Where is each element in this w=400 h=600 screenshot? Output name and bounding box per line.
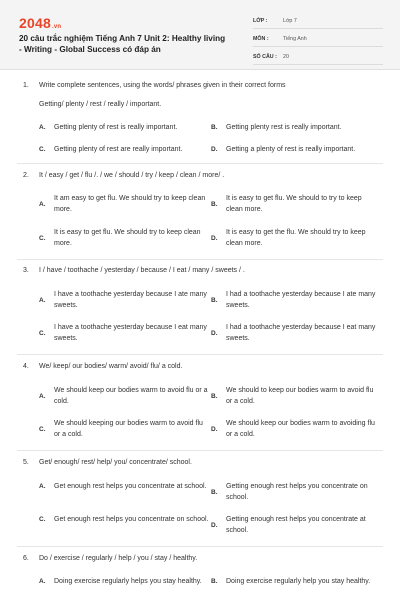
question-number: 5. — [23, 459, 29, 466]
option-letter: C. — [39, 516, 46, 523]
option-b[interactable] — [211, 122, 391, 133]
option-text: I have a toothache yesterday because I ate many sweets. — [54, 291, 207, 309]
option-letter: C. — [39, 146, 46, 153]
meta-info — [253, 14, 383, 68]
option-letter: B. — [211, 124, 218, 131]
option-text: Doing exercise regularly helps you stay healthy. — [54, 578, 202, 585]
logo-main: 2048 — [19, 15, 51, 31]
question-text: Write complete sentences, using the words/ phrases given in their correct forms — [39, 82, 286, 89]
question-number: 3. — [23, 267, 29, 274]
divider — [17, 354, 383, 355]
option-text: It is easy to get the flu. We should try to keep clean more. — [226, 229, 366, 247]
option-d[interactable] — [211, 227, 391, 249]
meta-label: LỚP : — [253, 18, 268, 24]
document-header — [0, 0, 400, 70]
option-d[interactable] — [211, 322, 391, 344]
option-text: It am easy to get flu. We should try to keep clean more. — [54, 195, 206, 213]
option-letter: D. — [211, 521, 218, 529]
question-number: 4. — [23, 363, 29, 370]
option-c[interactable] — [39, 144, 209, 155]
option-text: We should keep our bodies warm to avoiding flu or a cold. — [226, 420, 375, 438]
option-d[interactable] — [211, 418, 391, 440]
option-letter: A. — [39, 124, 46, 131]
option-letter: A. — [39, 200, 46, 208]
divider — [17, 163, 383, 164]
option-letter: C. — [39, 425, 46, 433]
option-text: Getting plenty rest is really important. — [226, 124, 342, 131]
option-c[interactable] — [39, 322, 209, 344]
option-b[interactable] — [211, 193, 391, 215]
option-letter: A. — [39, 296, 46, 304]
option-text: Getting plenty of rest is really important. — [54, 124, 178, 131]
option-letter: C. — [39, 234, 46, 242]
option-b[interactable] — [211, 576, 391, 587]
option-a[interactable] — [39, 481, 209, 492]
logo-sub: .vn — [51, 24, 62, 30]
question-text: We/ keep/ our bodies/ warm/ avoid/ flu/ a cold. — [39, 363, 183, 370]
option-d[interactable] — [211, 514, 391, 536]
option-text: We should keeping our bodies warm to avoid flu or a cold. — [54, 420, 203, 438]
option-a[interactable] — [39, 576, 209, 587]
option-letter: D. — [211, 146, 218, 153]
option-letter: B. — [211, 200, 218, 208]
meta-label: SỐ CÂU : — [253, 54, 277, 60]
page-title: 20 câu trắc nghiệm Tiếng Anh 7 Unit 2: Healthy living - Writing - Global Success có đáp án — [19, 34, 226, 54]
option-letter: B. — [211, 392, 218, 400]
meta-label: MÔN : — [253, 36, 269, 42]
option-letter: D. — [211, 425, 218, 433]
option-c[interactable] — [39, 227, 209, 249]
option-letter: B. — [211, 296, 218, 304]
option-a[interactable] — [39, 122, 209, 133]
divider — [17, 546, 383, 547]
option-a[interactable] — [39, 193, 209, 215]
option-letter: A. — [39, 392, 46, 400]
question-text: Get/ enough/ rest/ help/ you/ concentrate/ school. — [39, 459, 192, 466]
option-letter: D. — [211, 234, 218, 242]
meta-row-grade — [253, 14, 383, 29]
question-text: Do / exercise / regularly / help / you / stay / healthy. — [39, 555, 198, 562]
option-letter: A. — [39, 578, 46, 585]
option-text: Getting plenty of rest are really important. — [54, 146, 183, 153]
option-letter: B. — [211, 578, 218, 585]
option-b[interactable] — [211, 481, 391, 503]
meta-row-count — [253, 50, 383, 65]
option-d[interactable] — [211, 144, 393, 155]
option-text: Getting a plenty of rest is really important. — [226, 146, 356, 153]
option-b[interactable] — [211, 289, 391, 311]
question-text: It / easy / get / flu /. / we / should / try / keep / clean / more/ . — [39, 172, 225, 179]
question-number: 2. — [23, 172, 29, 179]
option-text: It is easy to get flu. We should try to keep clean more. — [54, 229, 201, 247]
option-c[interactable] — [39, 514, 209, 525]
divider — [17, 259, 383, 260]
option-letter: B. — [211, 488, 218, 496]
option-text: We should keep our bodies warm to avoid flu or a cold. — [54, 387, 208, 405]
option-letter: C. — [39, 329, 46, 337]
option-text: I had a toothache yesterday because I eat many sweets. — [226, 324, 376, 342]
option-a[interactable] — [39, 289, 209, 311]
option-text: It is easy to get flu. We should to try to keep clean more. — [226, 195, 362, 213]
option-a[interactable] — [39, 385, 209, 407]
meta-value: Tiếng Anh — [283, 36, 307, 42]
option-text: Doing exercise regularly help you stay healthy. — [226, 578, 371, 585]
option-text: Get enough rest helps you concentrate on school. — [54, 516, 209, 523]
site-logo[interactable] — [19, 15, 61, 31]
divider — [17, 450, 383, 451]
meta-value: Lớp 7 — [283, 18, 297, 24]
meta-value: 20 — [283, 54, 289, 60]
option-text: I have a toothache yesterday because I eat many sweets. — [54, 324, 207, 342]
option-text: I had a toothache yesterday because I ate many sweets. — [226, 291, 376, 309]
option-c[interactable] — [39, 418, 209, 440]
question-number: 6. — [23, 555, 29, 562]
option-text: We should to keep our bodies warm to avoid flu or a cold. — [226, 387, 374, 405]
option-letter: A. — [39, 483, 46, 490]
option-b[interactable] — [211, 385, 391, 407]
question-text: I / have / toothache / yesterday / because / I eat / many / sweets / . — [39, 267, 245, 274]
option-text: Getting enough rest helps you concentrate on school. — [226, 483, 368, 501]
question-number: 1. — [23, 82, 29, 89]
option-letter: D. — [211, 329, 218, 337]
option-text: Getting enough rest helps you concentrate at school. — [226, 516, 366, 534]
option-text: Get enough rest helps you concentrate at school. — [54, 483, 207, 490]
meta-row-subject — [253, 32, 383, 47]
question-prompt: Getting/ plenty / rest / really / important. — [39, 101, 162, 108]
